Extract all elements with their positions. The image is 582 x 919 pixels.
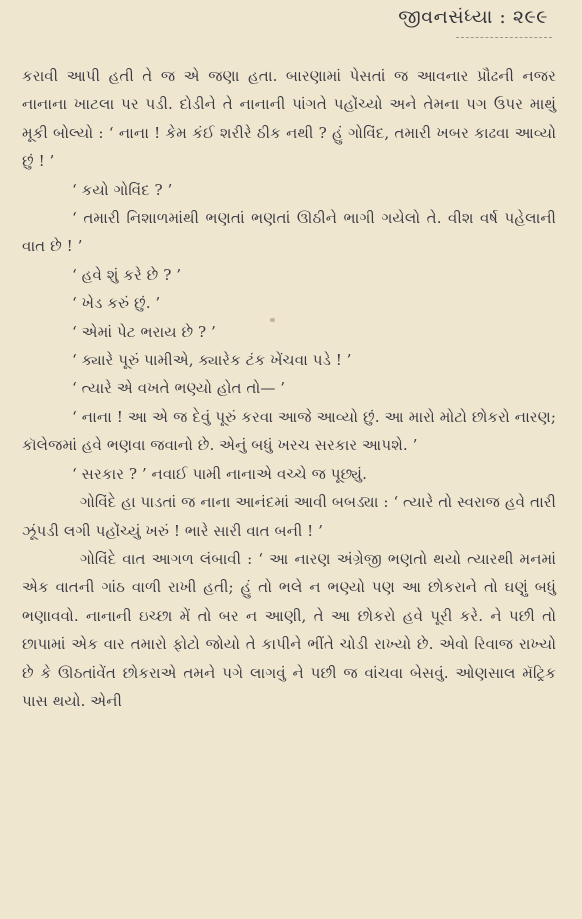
paragraph: ‘ ખેડ કરું છું. ’	[72, 294, 161, 313]
paragraph: ‘ તમારી નિશાળમાંથી ભણતાં ભણતાં ઊઠીને ભાગી ગયેલો તે. વીશ વર્ષ પહેલાની વાત છે ! ’	[22, 209, 556, 256]
running-header: જીવનસંધ્યા : ૨૯૯	[398, 6, 548, 28]
paragraph: કરાવી આપી હતી તે જ એ જણા હતા. બારણામાં પેસતાં જ આવનાર પ્રૌઢની નજર નાનાના ખાટલા પર પડી. દોડીને તે નાનાની પાંગતે પહોંચ્યો અને તેમના પગ ઉપર માથું મૂકી બોલ્યો : ‘ નાના ! કેમ કંઈ શરીરે ઠીક નથી ? હું ગોવિંદ, તમારી ખબર કાઢવા આવ્યો છું ! ’	[22, 67, 556, 171]
paragraph: ‘ એમાં પેટ ભરાય છે ? ’	[72, 322, 216, 341]
paragraph: ‘ ક્યારે પૂરું પામીએ, ક્યારેક ટંક ખેંચવા પડે ! ’	[72, 351, 352, 370]
header-underline	[456, 34, 552, 38]
paper-speck	[270, 318, 275, 322]
paragraph: ‘ ત્યારે એ વખતે ભણ્યો હોત તો— ’	[72, 379, 286, 398]
paragraph: ‘ કયો ગોવિંદ ? ’	[72, 180, 173, 199]
paragraph: ‘ નાના ! આ એ જ દેવું પૂરું કરવા આજે આવ્યો છું. આ મારો મોટો છોકરો નારણ; કૉલેજમાં હવે ભણવા જવાનો છે. એનું બધું ખરચ સરકાર આપશે. ’	[22, 407, 556, 455]
paragraph: ‘ હવે શું કરે છે ? ’	[72, 265, 182, 284]
paragraph: ગોવિંદે હા પાડતાં જ નાના આનંદમાં આવી બબડ્યા : ‘ ત્યારે તો સ્વરાજ હવે તારી ઝૂંપડી લગી પહોંચ્યું ખરું ! ભારે સારી વાત બની ! ’	[22, 493, 556, 540]
paragraph: ‘ સરકાર ? ’ નવાઈ પામી નાનાએ વચ્ચે જ પૂછ્યું.	[72, 464, 367, 483]
body-text	[22, 62, 556, 715]
paragraph: ગોવિંદે વાત આગળ લંબાવી : ‘ આ નારણ અંગ્રેજી ભણતો થયો ત્યારથી મનમાં એક વાતની ગાંઠ વાળી રાખી હતી; હું તો ભલે ન ભણ્યો પણ આ છોકરાને તો ઘણું બધું ભણાવવો. નાનાની ઇચ્છા મેં તો બર ન આણી, તે આ છોકરો હવે પૂરી કરે. ને પછી તો છાપામાં એક વાર તમારો ફોટો જોયો તે કાપીને ભીંતે ચોડી રાખ્યો છે. એવો રિવાજ રાખ્યો છે કે ઊઠતાંવેંત છોકરાએ તમને પગે લાગવું ને પછી જ વાંચવા બેસવું. ઓણસાલ મૅટ્રિક પાસ થયો. એની	[22, 549, 556, 710]
